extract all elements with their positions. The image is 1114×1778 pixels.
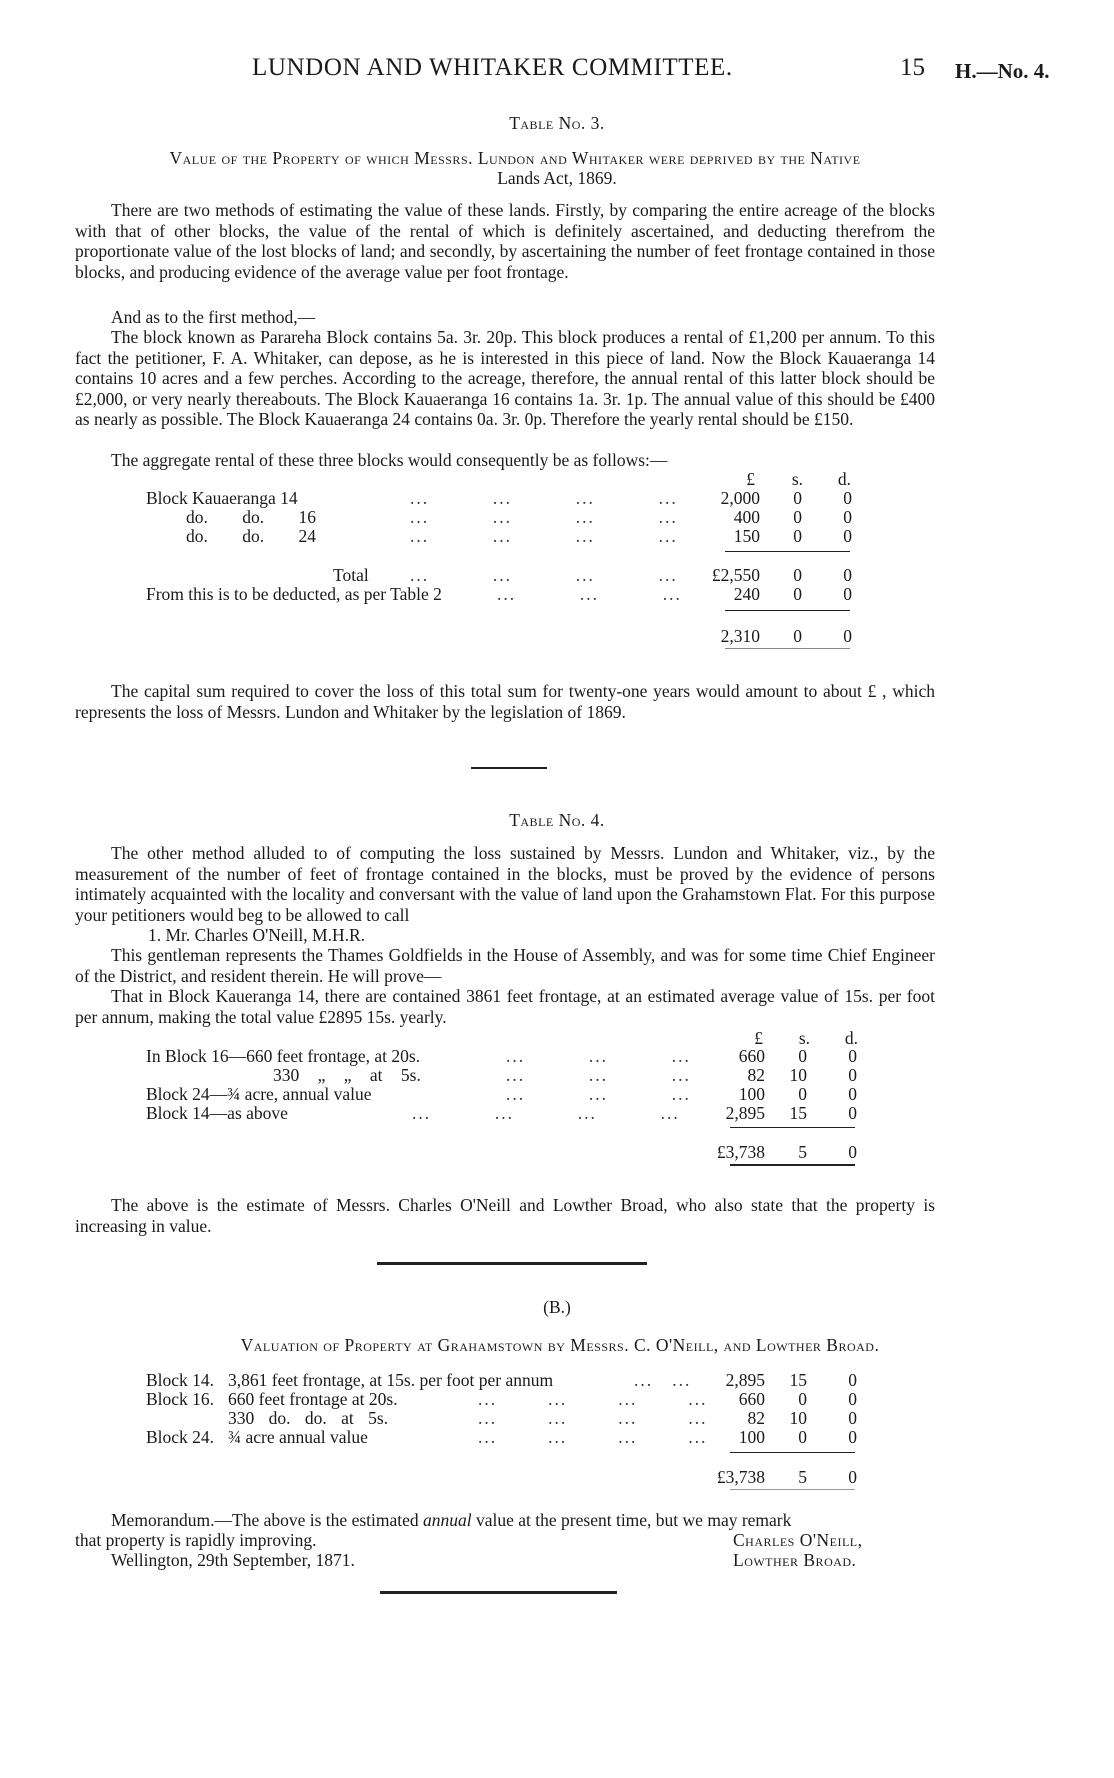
shillings: 5 bbox=[798, 1142, 807, 1162]
leader-dots: ... ... ... ... bbox=[478, 1408, 708, 1428]
table4-heading: Table No. 4. bbox=[509, 810, 605, 830]
sum-rule bbox=[730, 1452, 855, 1453]
running-title: LUNDON AND WHITAKER COMMITTEE. bbox=[252, 54, 733, 81]
leader-dots: ... ... ... ... bbox=[478, 1427, 708, 1447]
shillings: 0 bbox=[793, 565, 802, 585]
table4-paragraph-method: The other method alluded to of computing the loss sustained by Messrs. Lundon and Whitaker, viz., by the measurement of the number of feet of frontage contained in the blocks, must be proved by the evidence of persons intimately acquainted with the locality and conversant with the value of land upon the Grahamstown Flat. For this purpose your petitioners would beg to be allowed to call bbox=[75, 843, 935, 925]
leader-dots: ... ... ... ... bbox=[410, 507, 678, 527]
pence: 0 bbox=[848, 1408, 857, 1428]
memorandum-line2: that property is rapidly improving. bbox=[75, 1530, 317, 1550]
sum-rule bbox=[725, 551, 850, 552]
pence: 0 bbox=[848, 1142, 857, 1162]
closing-divider bbox=[380, 1591, 617, 1594]
pounds: 2,895 bbox=[725, 1370, 765, 1390]
pence: 0 bbox=[843, 584, 852, 604]
table3-heading: Table No. 3. bbox=[509, 113, 605, 133]
leader-dots: ... ... ... ... bbox=[478, 1389, 708, 1409]
pence: 0 bbox=[848, 1065, 857, 1085]
pounds: 100 bbox=[738, 1427, 765, 1447]
row-description: 330 do. do. at 5s. bbox=[228, 1408, 389, 1428]
shillings: 0 bbox=[798, 1427, 807, 1447]
pounds: 2,895 bbox=[725, 1103, 765, 1123]
pounds: £3,738 bbox=[716, 1467, 765, 1487]
pence: 0 bbox=[843, 526, 852, 546]
block-label: Block 14. bbox=[146, 1370, 215, 1390]
table4-paragraph-block14: That in Block Kaueranga 14, there are contained 3861 feet frontage, at an estimated average value of 15s. per foot per annum, making the total value £2895 15s. yearly. bbox=[75, 986, 935, 1027]
pounds: 150 bbox=[733, 526, 760, 546]
table3-col-shillings: s. bbox=[791, 469, 803, 489]
leader-dots: ... ... ... bbox=[506, 1065, 691, 1085]
pounds: 240 bbox=[733, 584, 760, 604]
pence: 0 bbox=[848, 1046, 857, 1066]
leader-dots: ... ... ... bbox=[497, 584, 682, 604]
leader-dots: ... ... ... ... bbox=[410, 526, 678, 546]
pence: 0 bbox=[848, 1427, 857, 1447]
leader-dots: ... ... ... bbox=[506, 1084, 691, 1104]
row-label: 330 „ „ at 5s. bbox=[273, 1065, 421, 1085]
pounds: 82 bbox=[747, 1408, 765, 1428]
leader-dots: ... ... ... ... bbox=[410, 565, 678, 585]
shillings: 15 bbox=[789, 1103, 807, 1123]
table3-col-pounds: £ bbox=[746, 469, 755, 489]
pence: 0 bbox=[843, 507, 852, 527]
row-label: Block 24—¾ acre, annual value bbox=[146, 1084, 372, 1104]
pence: 0 bbox=[843, 565, 852, 585]
pence: 0 bbox=[848, 1389, 857, 1409]
deduct-label: From this is to be deducted, as per Table 2 bbox=[146, 584, 442, 604]
shillings: 10 bbox=[789, 1408, 807, 1428]
leader-dots: ... ... ... ... bbox=[410, 488, 678, 508]
total-label: Total bbox=[333, 565, 369, 585]
memo-suffix: value at the present time, but we may remark bbox=[471, 1510, 792, 1530]
leader-dots: ... ... bbox=[634, 1370, 692, 1390]
table3-paragraph-parareha: The block known as Parareha Block contains 5a. 3r. 20p. This block produces a rental of £1,200 per annum. To this fact the petitioner, F. A. Whitaker, can depose, as he is interested in this piece of land. Now the Block Kauaeranga 14 contains 10 acres and a few perches. According to the acreage, therefore, the annual rental of this latter block should be £2,000, or very nearly thereabouts. The Block Kauaeranga 16 contains 1a. 3r. 1p. The annual value of this should be £400 as nearly as possible. The Block Kauaeranga 24 contains 0a. 3r. 0p. Therefore the yearly rental should be £150. bbox=[75, 327, 935, 429]
table3-subtitle-line2: Lands Act, 1869. bbox=[497, 168, 617, 188]
memo-prefix: Memorandum.—The above is the estimated bbox=[111, 1510, 424, 1530]
signatory-broad: Lowther Broad. bbox=[733, 1550, 857, 1570]
row-description: ¾ acre annual value bbox=[228, 1427, 368, 1447]
table4-witness: 1. Mr. Charles O'Neill, M.H.R. bbox=[148, 925, 366, 945]
shillings: 15 bbox=[789, 1370, 807, 1390]
table4-col-shillings: s. bbox=[798, 1028, 810, 1048]
memo-emphasis: annual bbox=[423, 1510, 472, 1530]
memorandum-line1 bbox=[111, 1510, 941, 1531]
pounds: 2,000 bbox=[720, 488, 760, 508]
document-reference: H.—No. 4. bbox=[955, 59, 1050, 83]
section-divider bbox=[471, 767, 547, 769]
pounds: 100 bbox=[738, 1084, 765, 1104]
appendix-b-title: Valuation of Property at Grahamstown by Messrs. C. O'Neill, and Lowther Broad. bbox=[240, 1335, 880, 1355]
shillings: 0 bbox=[798, 1046, 807, 1066]
table3-subtitle-line1: Value of the Property of which Messrs. Lundon and Whitaker were deprived by the Native bbox=[169, 148, 861, 168]
pounds: 660 bbox=[738, 1389, 765, 1409]
block-label: Block 24. bbox=[146, 1427, 215, 1447]
pence: 0 bbox=[843, 488, 852, 508]
shillings: 0 bbox=[793, 626, 802, 646]
shillings: 5 bbox=[798, 1467, 807, 1487]
pence: 0 bbox=[848, 1084, 857, 1104]
date-line: Wellington, 29th September, 1871. bbox=[111, 1550, 355, 1570]
shillings: 0 bbox=[798, 1389, 807, 1409]
shillings: 0 bbox=[793, 584, 802, 604]
pence: 0 bbox=[848, 1467, 857, 1487]
row-label: do. do. 16 bbox=[186, 507, 316, 527]
shillings: 0 bbox=[793, 507, 802, 527]
pence: 0 bbox=[848, 1103, 857, 1123]
shillings: 0 bbox=[793, 488, 802, 508]
table3-paragraph-methods: There are two methods of estimating the value of these lands. Firstly, by comparing the entire acreage of the blocks with that of other blocks, the value of the rental of which is definitely ascertained, and deducting therefrom the proportionate value of the lost blocks of land; and secondly, by ascertaining the number of feet frontage contained in those blocks, and producing evidence of the average value per foot frontage. bbox=[75, 200, 935, 282]
shillings: 0 bbox=[793, 526, 802, 546]
double-rule bbox=[730, 1164, 855, 1166]
table3-paragraph-first-method: And as to the first method,— bbox=[111, 307, 316, 327]
sum-rule bbox=[725, 648, 850, 649]
pounds: 660 bbox=[738, 1046, 765, 1066]
row-label: Block Kauaeranga 14 bbox=[146, 488, 298, 508]
page-number: 15 bbox=[900, 54, 925, 81]
block-label: Block 16. bbox=[146, 1389, 215, 1409]
page-header bbox=[0, 54, 1114, 88]
pounds: 400 bbox=[733, 507, 760, 527]
row-label: Block 14—as above bbox=[146, 1103, 288, 1123]
sum-rule bbox=[730, 1489, 855, 1490]
pounds: £3,738 bbox=[716, 1142, 765, 1162]
table3-capital-paragraph: The capital sum required to cover the loss of this total sum for twenty-one years would amount to about £ , which represents the loss of Messrs. Lundon and Whitaker by the legislation of 1869. bbox=[75, 681, 935, 722]
pounds: £2,550 bbox=[711, 565, 760, 585]
table4-paragraph-gentleman: This gentleman represents the Thames Goldfields in the House of Assembly, and was for some time Chief Engineer of the District, and resident therein. He will prove— bbox=[75, 945, 935, 986]
shillings: 10 bbox=[789, 1065, 807, 1085]
table4-closing-paragraph: The above is the estimate of Messrs. Charles O'Neill and Lowther Broad, who also state that the property is increasing in value. bbox=[75, 1195, 935, 1236]
pence: 0 bbox=[848, 1370, 857, 1390]
row-description: 3,861 feet frontage, at 15s. per foot per annum bbox=[228, 1370, 554, 1390]
sum-rule bbox=[730, 1127, 855, 1128]
row-label: do. do. 24 bbox=[186, 526, 316, 546]
appendix-b-heading: (B.) bbox=[543, 1297, 571, 1317]
pence: 0 bbox=[843, 626, 852, 646]
table3-paragraph-aggregate: The aggregate rental of these three blocks would consequently be as follows:— bbox=[111, 450, 668, 470]
leader-dots: ... ... ... bbox=[506, 1046, 691, 1066]
table4-col-pounds: £ bbox=[754, 1028, 763, 1048]
leader-dots: ... ... ... ... bbox=[412, 1103, 680, 1123]
table3-col-pence: d. bbox=[837, 469, 851, 489]
row-label: In Block 16—660 feet frontage, at 20s. bbox=[146, 1046, 421, 1066]
pounds: 82 bbox=[747, 1065, 765, 1085]
pounds: 2,310 bbox=[720, 626, 760, 646]
section-divider bbox=[377, 1262, 647, 1265]
shillings: 0 bbox=[798, 1084, 807, 1104]
signatory-oneill: Charles O'Neill, bbox=[733, 1530, 863, 1550]
sum-rule bbox=[725, 610, 850, 611]
row-description: 660 feet frontage at 20s. bbox=[228, 1389, 398, 1409]
table4-col-pence: d. bbox=[844, 1028, 858, 1048]
